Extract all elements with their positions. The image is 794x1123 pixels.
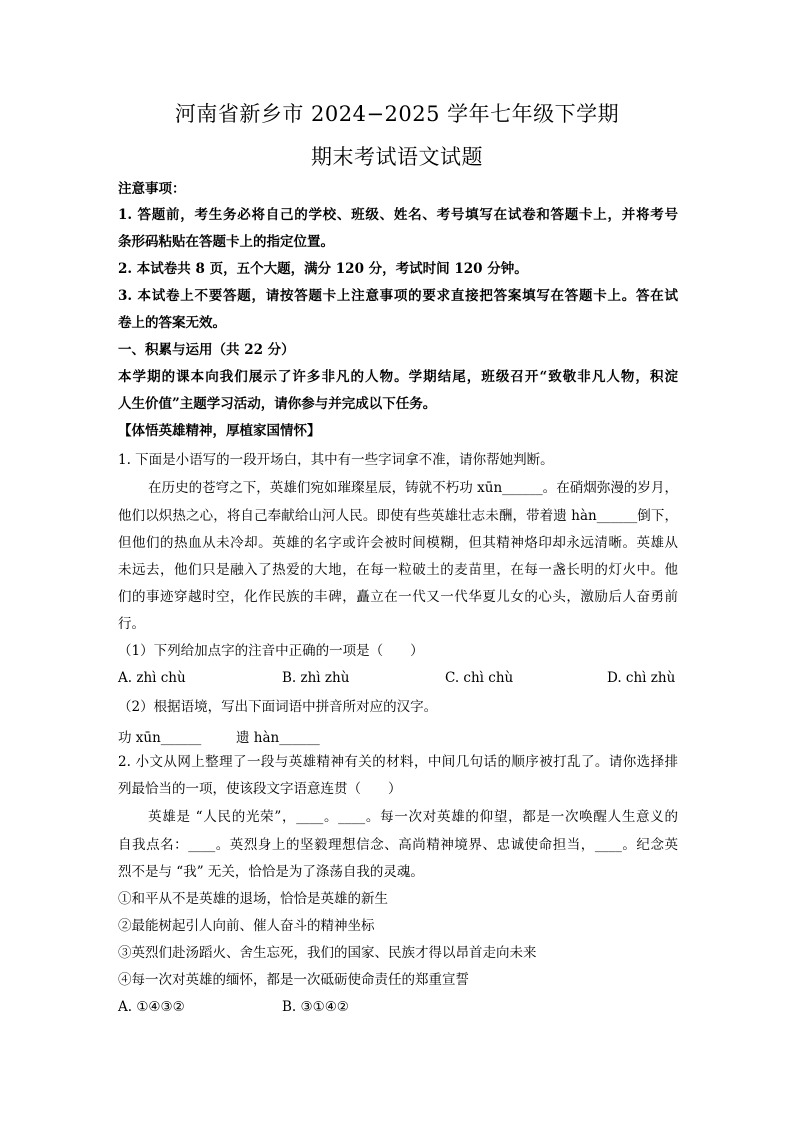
question-1-passage-line-4: 未远去，他们只是融入了热爱的大地，在每一粒破土的麦苗里，在每一盏长明的灯火中。他: [118, 562, 678, 578]
exam-title-line1: 河南省新乡市 2024−2025 学年七年级下学期: [174, 102, 620, 126]
question-1-fill-2: 遗 hàn______: [236, 730, 320, 746]
notice-item-3-line-1: 3. 本试卷上不要答题，请按答题卡上注意事项的要求直接把答案填写在答题卡上。答在试: [118, 288, 678, 304]
question-2-item-3: ③英烈们赴汤蹈火、舍生忘死，我们的国家、民族才得以昂首走向未来: [118, 945, 537, 961]
section-1-subheading: 【体悟英雄精神，厚植家国情怀】: [118, 423, 321, 439]
question-2-option-b: B. ③①④②: [282, 999, 349, 1015]
question-1-sub-1: （1）下列给加点字的注音中正确的一项是（ ）: [118, 643, 424, 659]
section-1-heading: 一、积累与运用（共 22 分）: [118, 342, 295, 358]
exam-title-line2: 期末考试语文试题: [311, 145, 483, 169]
notice-item-2: 2. 本试卷共 8 页，五个大题，满分 120 分，考试时间 120 分钟。: [118, 261, 528, 277]
notice-item-1-line-2: 条形码粘贴在答题卡上的指定位置。: [118, 234, 334, 250]
question-2-option-a: A. ①④③②: [118, 999, 185, 1015]
question-1-option-c: C. chì chù: [445, 670, 514, 686]
question-1-passage-line-5: 们的事迹穿越时空，化作民族的丰碑，矗立在一代又一代华夏儿女的心头，激励后人奋勇前: [118, 589, 678, 605]
question-1-sub-2: （2）根据语境，写出下面词语中拼音所对应的汉字。: [118, 699, 438, 715]
question-1-option-b: B. zhì zhù: [282, 670, 350, 686]
question-2-stem-line-1: 2. 小文从网上整理了一段与英雄精神有关的材料，中间几句话的顺序被打乱了。请你选择排: [118, 754, 678, 770]
question-2-stem-line-2: 列最恰当的一项，使该段文字语意连贯（ ）: [118, 781, 402, 797]
question-2-item-1: ①和平从不是英雄的退场，恰恰是英雄的新生: [118, 891, 388, 907]
question-2-passage-line-1: 英雄是 “人民的光荣”，____。____。每一次对英雄的仰望，都是一次唤醒人生意义的: [148, 809, 678, 825]
question-2-passage-line-2: 自我点名：____。英烈身上的坚毅理想信念、高尚精神境界、忠诚使命担当，____。纪念英: [118, 837, 678, 853]
notice-heading: 注意事项：: [118, 181, 186, 197]
question-1-stem: 1. 下面是小语写的一段开场白，其中有一些字词拿不准，请你帮她判断。: [118, 452, 554, 468]
question-1-passage-line-1: 在历史的苍穹之下，英雄们宛如璀璨星辰，铸就不朽功 xūn______。在硝烟弥漫的岁月，: [148, 480, 678, 496]
question-1-option-a: A. zhì chù: [118, 670, 186, 686]
question-2-item-4: ④每一次对英雄的缅怀，都是一次砥砺使命责任的郑重宣誓: [118, 972, 469, 988]
question-1-fill-1: 功 xūn______: [118, 730, 202, 746]
notice-item-3-line-2: 卷上的答案无效。: [118, 315, 226, 331]
question-1-option-d: D. chì zhù: [607, 670, 676, 686]
section-1-intro-line-2: 人生价值”主题学习活动，请你参与并完成以下任务。: [118, 396, 437, 412]
question-1-passage-line-3: 但他们的热血从未冷却。英雄的名字或许会被时间模糊，但其精神烙印却永远清晰。英雄从: [118, 535, 678, 551]
question-2-passage-line-3: 烈不是与 “我” 无关，恰恰是为了涤荡自我的灵魂。: [118, 864, 424, 880]
section-1-intro-line-1: 本学期的课本向我们展示了许多非凡的人物。学期结尾，班级召开“致敬非凡人物，积淀: [118, 369, 678, 385]
question-1-passage-line-6: 行。: [118, 616, 145, 632]
question-1-passage-line-2: 他们以炽热之心，将自己奉献给山河人民。即使有些英雄壮志未酬，带着遗 hàn______倒下，: [118, 508, 678, 524]
question-2-item-2: ②最能树起引人向前、催人奋斗的精神坐标: [118, 918, 375, 934]
notice-item-1-line-1: 1. 答题前，考生务必将自己的学校、班级、姓名、考号填写在试卷和答题卡上，并将考号: [118, 207, 678, 223]
